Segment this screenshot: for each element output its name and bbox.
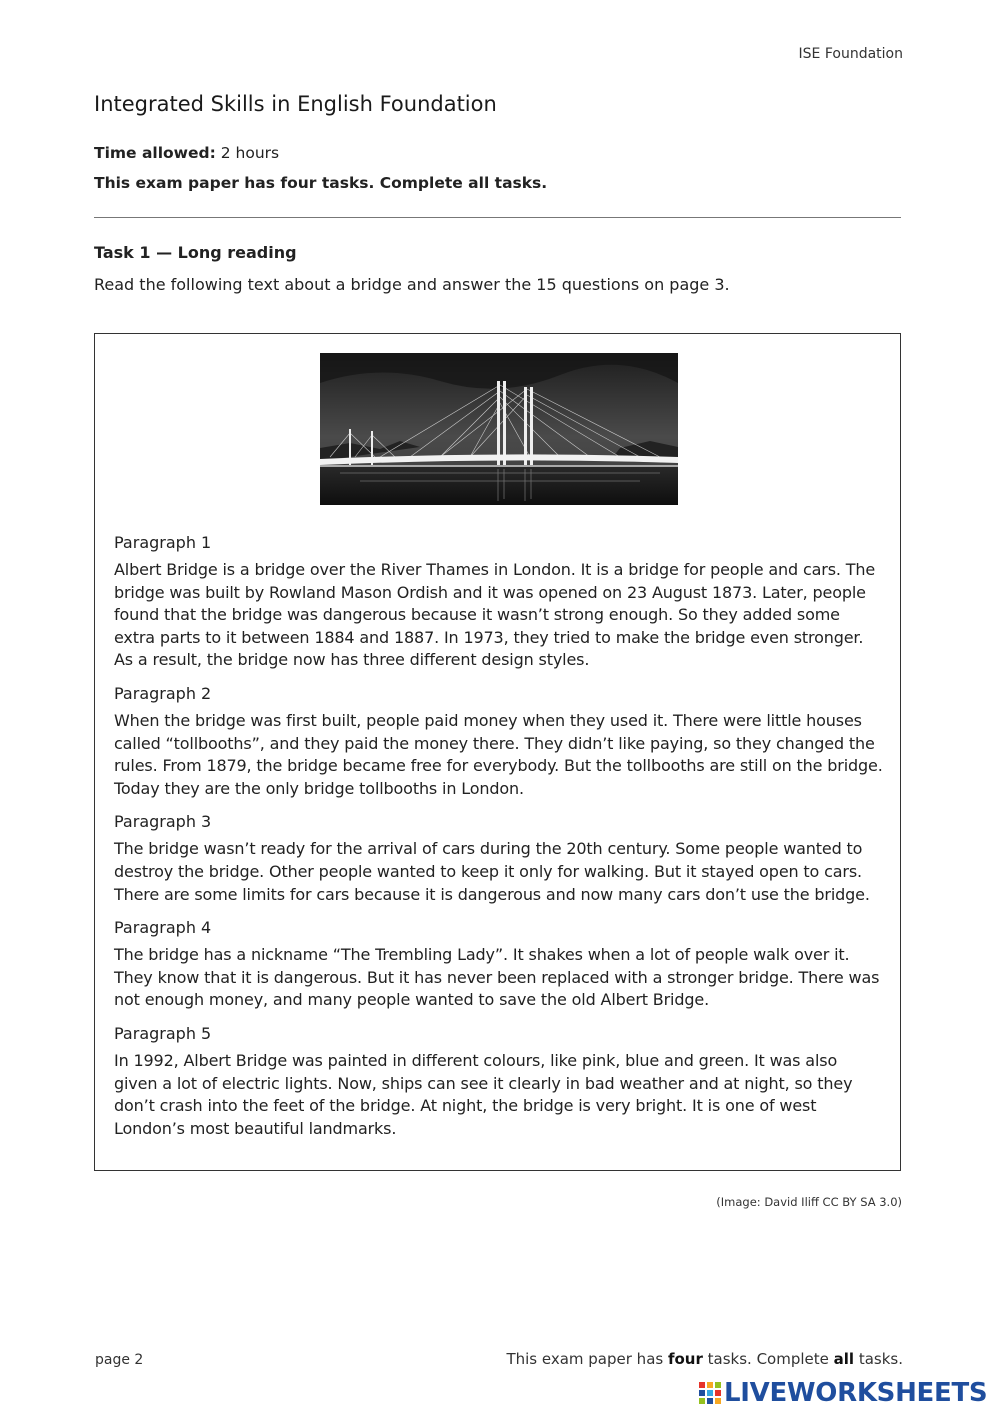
paragraph <box>114 917 884 1012</box>
page-number: page 2 <box>95 1352 144 1368</box>
page-title: Integrated Skills in English Foundation <box>94 92 497 116</box>
footer-text-2: tasks. Complete <box>702 1350 834 1368</box>
paragraph <box>114 532 884 672</box>
paragraph <box>114 683 884 800</box>
bridge-photo <box>320 353 678 505</box>
time-allowed-label: Time allowed: <box>94 144 216 162</box>
footer-bold-all: all <box>833 1350 855 1368</box>
image-credit: (Image: David Iliff CC BY SA 3.0) <box>716 1195 902 1209</box>
footer-bold-four: four <box>667 1350 703 1368</box>
header-label: ISE Foundation <box>798 46 903 62</box>
paragraph-text: Albert Bridge is a bridge over the River Thames in London. It is a bridge for people and cars. The bridge was built by Rowland Mason Ordish and it was opened on 23 August 1873. Later, people found that the bridge was dangerous because it wasn’t strong enough. So they added some extra parts to it between 1884 and 1887. In 1973, they tried to make the bridge even stronger. As a result, the bridge now has three different design styles. <box>114 560 876 670</box>
time-allowed <box>94 144 279 162</box>
exam-instruction: This exam paper has four tasks. Complete all tasks. <box>94 174 548 192</box>
liveworksheets-logo[interactable] <box>698 1377 987 1409</box>
liveworksheets-logo-text: LIVEWORKSHEETS <box>724 1378 988 1408</box>
task-instruction: Read the following text about a bridge and answer the 15 questions on page 3. <box>94 275 730 294</box>
paragraph-heading: Paragraph 3 <box>114 812 212 832</box>
paragraph-heading: Paragraph 2 <box>114 683 212 703</box>
paragraph-heading: Paragraph 4 <box>114 918 212 938</box>
paragraph <box>114 811 884 906</box>
task-title: Task 1 — Long reading <box>94 243 297 262</box>
time-allowed-value: 2 hours <box>220 144 280 162</box>
paragraph-heading: Paragraph 1 <box>114 533 212 552</box>
paragraph-heading: Paragraph 5 <box>114 1023 212 1043</box>
footer-text-1: This exam paper has <box>506 1350 668 1368</box>
paragraph-text: The bridge wasn’t ready for the arrival of cars during the 20th century. Some people wanted to destroy the bridge. Other people wanted to keep it only for walking. But it stayed open to cars. There are some limits for cars because it is dangerous and now many cars don’t use the bridge. <box>114 839 870 904</box>
paragraph-text: When the bridge was first built, people paid money when they used it. There were little houses called “tollbooths”, and they paid the money there. They didn’t like paying, so they changed the rules. From 1879, the bridge became free for everybody. But the tollbooths are still on the bridge. Today they are the only bridge tollbooths in London. <box>114 710 883 798</box>
paragraph-text: In 1992, Albert Bridge was painted in different colours, like pink, blue and green. It was also given a lot of electric lights. Now, ships can see it clearly in bad weather and at night, so they don’t crash into the feet of the bridge. At night, the bridge is very bright. It is one of west London’s most beautiful landmarks. <box>114 1050 853 1138</box>
paragraph-list <box>114 532 884 1151</box>
paragraph-text: The bridge has a nickname “The Trembling Lady”. It shakes when a lot of people walk over it. They know that it is dangerous. But it has never been replaced with a stronger bridge. There was not enough money, and many people wanted to save the old Albert Bridge. <box>114 945 880 1010</box>
footer-text-3: tasks. <box>854 1350 903 1368</box>
divider <box>94 217 901 218</box>
reading-text-box <box>94 333 901 1171</box>
footer-instruction <box>506 1350 903 1368</box>
liveworksheets-icon <box>698 1381 722 1405</box>
paragraph <box>114 1023 884 1140</box>
